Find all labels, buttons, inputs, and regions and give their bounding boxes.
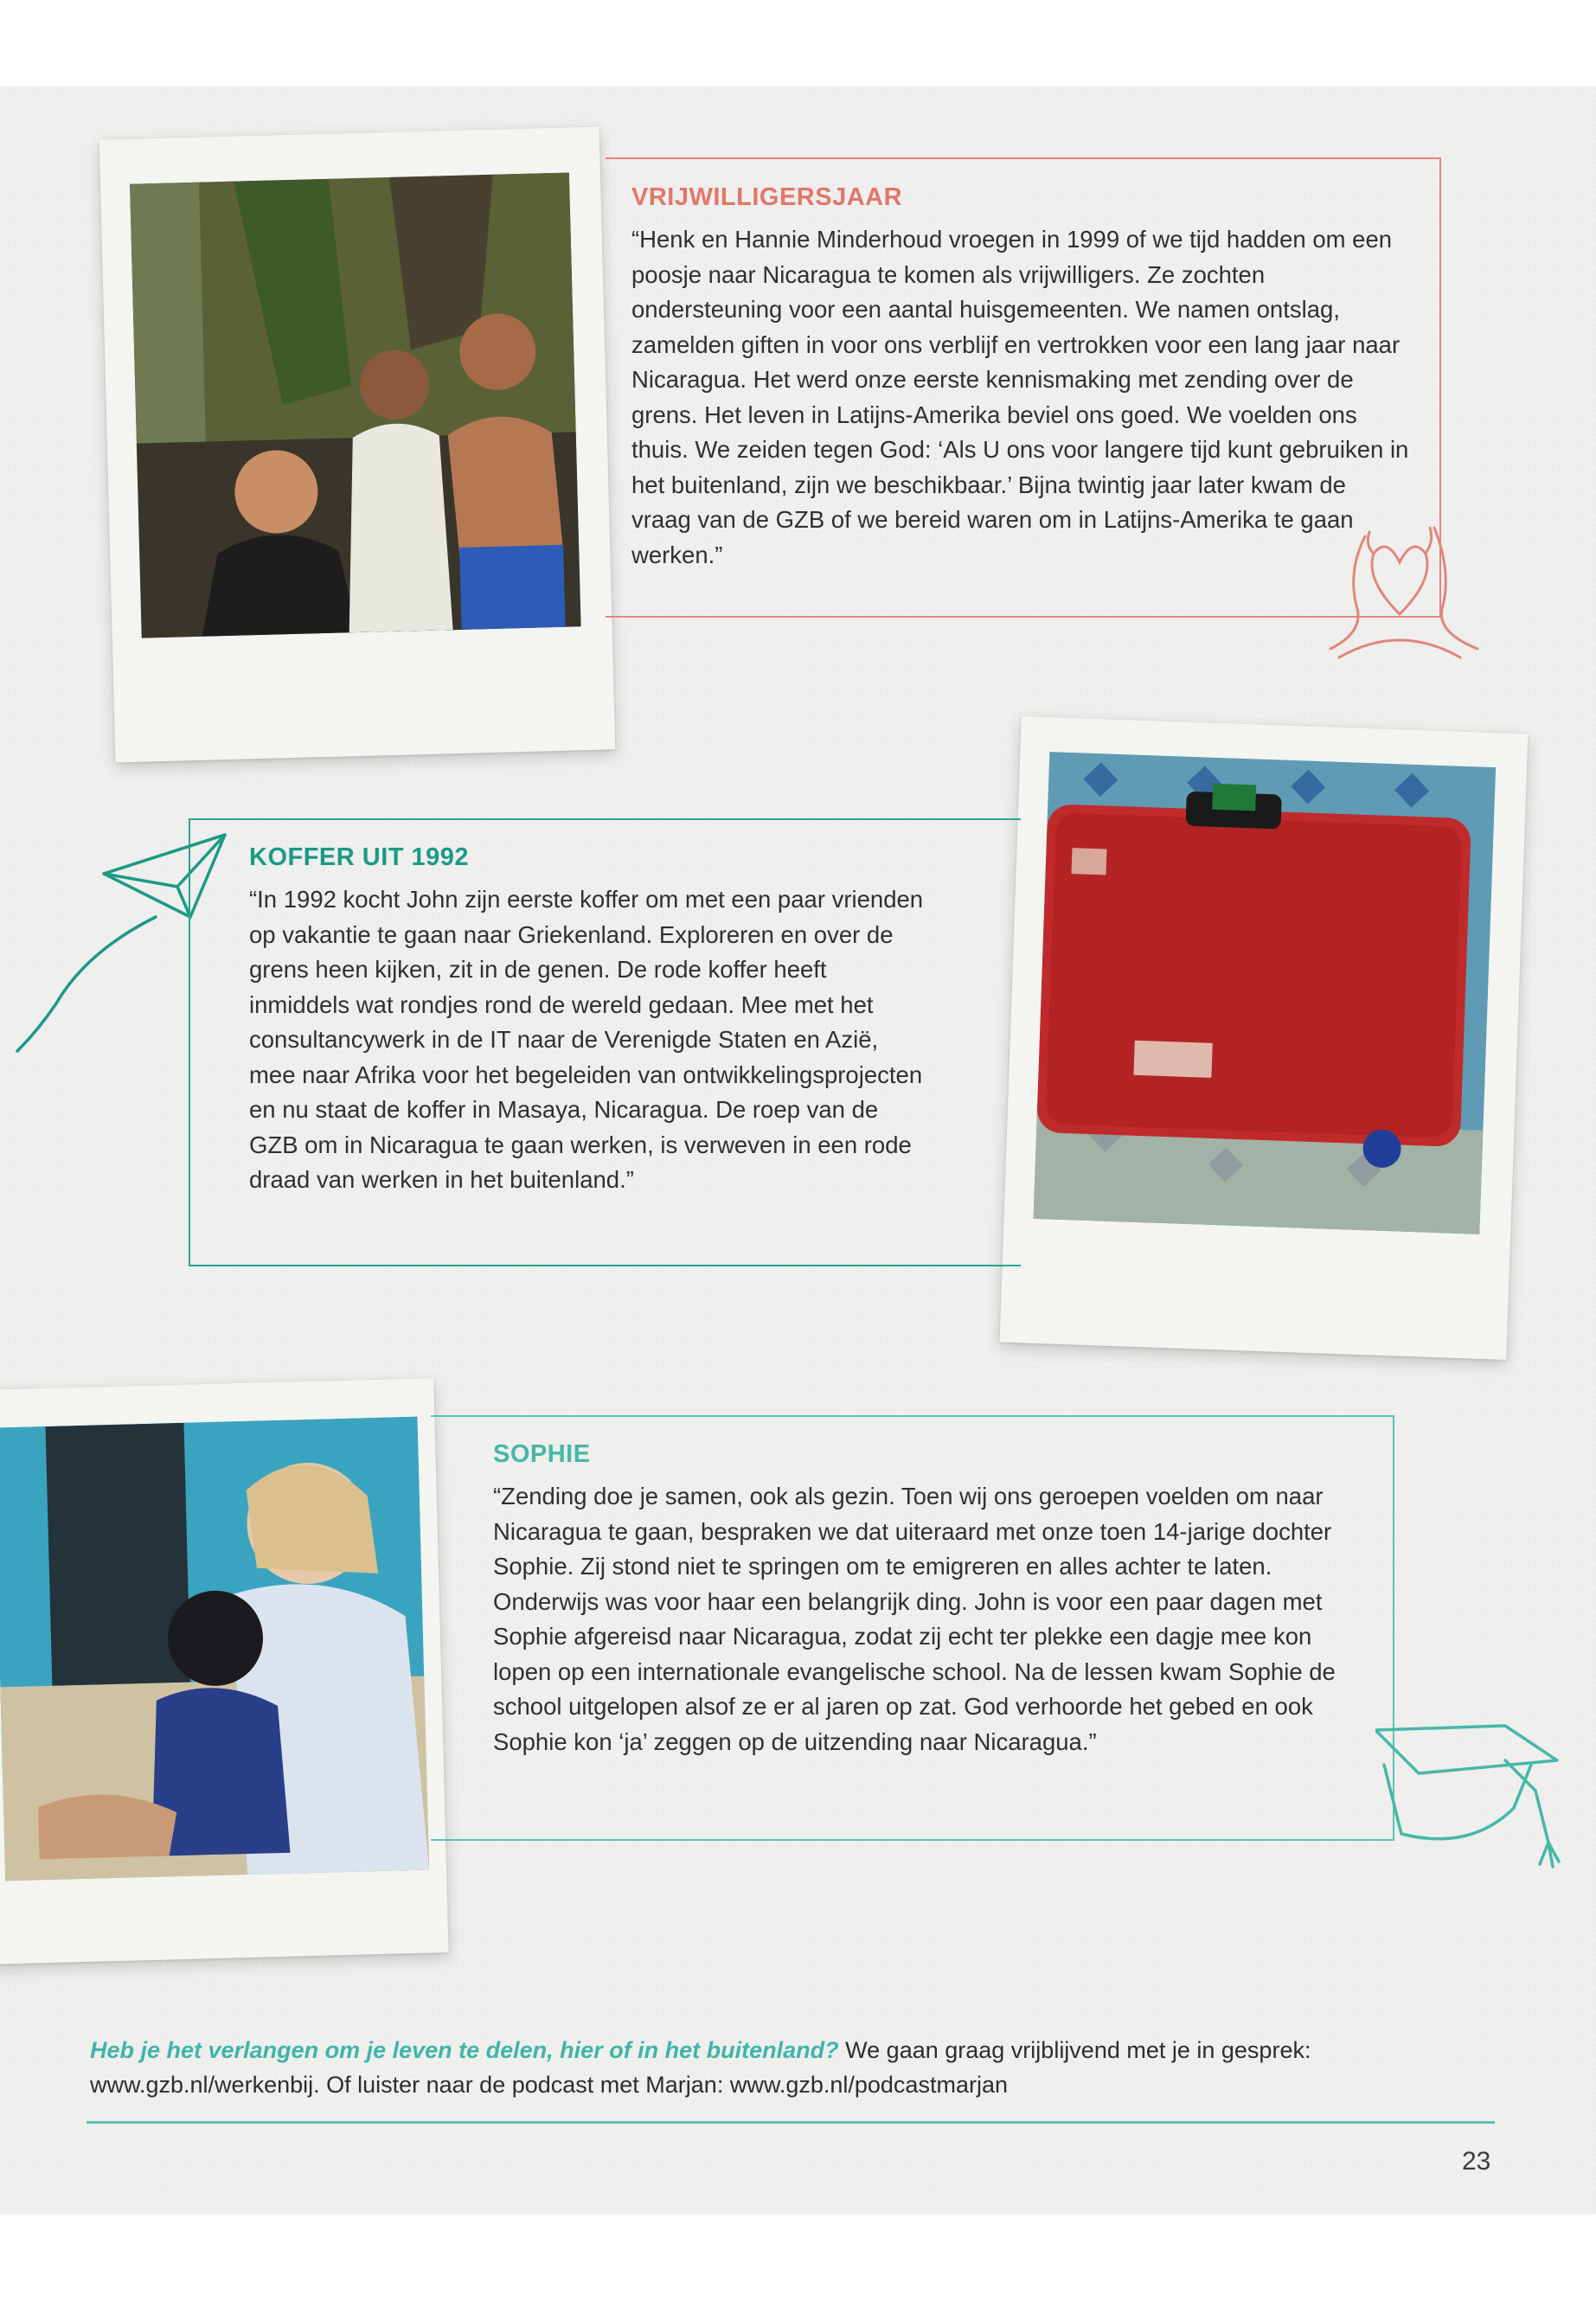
page-number: 23 — [1462, 2147, 1491, 2176]
photo-sophie-with-child — [0, 1417, 429, 1881]
section-heading: VRIJWILLIGERSJAAR — [631, 183, 903, 211]
heart-hands-icon — [1313, 519, 1486, 683]
polaroid-photo-volunteers — [99, 127, 616, 763]
section-volunteer-year — [631, 183, 1410, 573]
footer-call-to-action — [90, 2033, 1509, 2102]
section-text: “Henk en Hannie Minderhoud vroegen in 1999 of we tijd hadden om een poosje naar Nicaragua te komen als vrijwilligers. Ze zochten ondersteuning voor een aantal huisgemeenten. We namen ontslag, zamelden giften in voor ons verblijf en vertrokken voor een lang jaar naar Nicaragua. Het werd onze eerste kennismaking met zending over de grens. Het leven in Latijns-Amerika beviel ons goed. We voelden ons thuis. We zeiden tegen God: ‘Als U ons voor langere tijd kunt gebruiken in het buitenland, zijn we beschikbaar.’ Bijna twintig jaar later kwam de vraag van de GZB of we bereid waren om in Latijns-Amerika te gaan werken.” — [631, 226, 1409, 568]
photo-woman-with-children — [130, 172, 581, 638]
footer-divider — [87, 2121, 1495, 2124]
section-suitcase — [249, 843, 924, 1198]
photo-red-suitcase — [1034, 752, 1497, 1234]
section-heading: SOPHIE — [493, 1440, 591, 1468]
polaroid-photo-suitcase — [1000, 716, 1529, 1360]
footer-text: We gaan graag vrijblijvend met je in gesprek: www.gzb.nl/werkenbij. Of luister naar de podcast met Marjan: www.gzb.nl/podcastmarjan — [90, 2037, 1311, 2098]
section-sophie — [493, 1440, 1367, 1759]
footer-lead: Heb je het verlangen om je leven te delen, hier of in het buitenland? — [90, 2037, 839, 2063]
graduation-cap-icon — [1375, 1713, 1566, 1886]
section-heading: KOFFER UIT 1992 — [249, 843, 470, 871]
polaroid-photo-sophie — [0, 1378, 449, 1965]
section-text: “In 1992 kocht John zijn eerste koffer om met een paar vrienden op vakantie te gaan naar Griekenland. Exploreren en over de grens heen kijken, zit in de genen. De rode koffer heeft inmiddels wat rondjes rond de wereld gedaan. Mee met het consultancywerk in de IT naar de Verenigde Staten en Azië, mee naar Afrika voor het begeleiden van ontwikkelingsprojecten en nu staat de koffer in Masaya, Nicaragua. De roep van de GZB om in Nicaragua te gaan werken, is verweven in een rode draad van werken in het buitenland.” — [249, 886, 924, 1193]
section-text: “Zending doe je samen, ook als gezin. Toen wij ons geroepen voelden om naar Nicaragua te gaan, bespraken we dat uiteraard met onze toen 14-jarige dochter Sophie. Zij stond niet te springen om te emigreren en alles achter te laten. Onderwijs was voor haar een belangrijk ding. John is voor een paar dagen met Sophie afgereisd naar Nicaragua, zodat zij echt ter plekke een dagje mee kon lopen op een internationale evangelische school. Na de lessen kwam Sophie de school uitgelopen alsof ze er al jaren op zat. God verhoorde het gebed en ook Sophie kon ‘ja’ zeggen op de uitzending naar Nicaragua.” — [493, 1483, 1336, 1755]
